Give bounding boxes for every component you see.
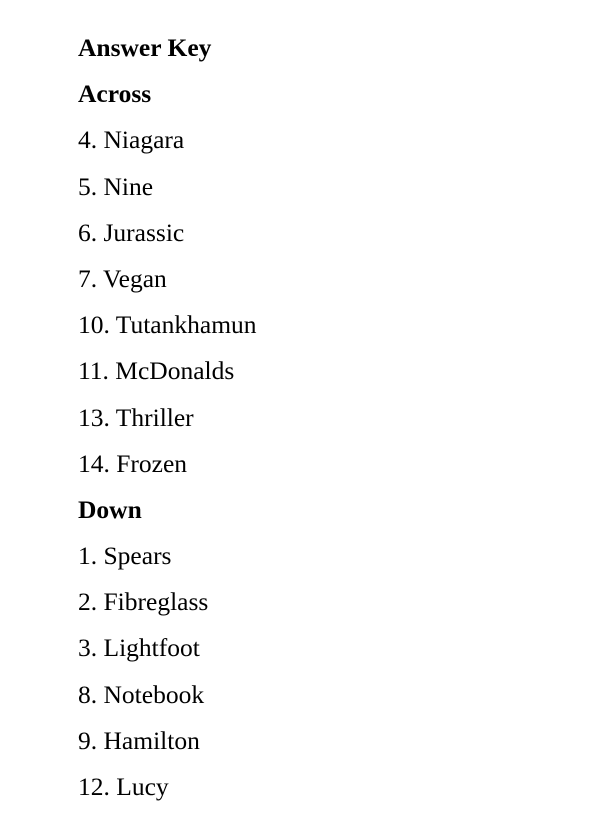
- answer-entry: 6. Jurassic: [78, 217, 185, 247]
- answer-entry: 11. McDonalds: [78, 356, 235, 386]
- answer-entry: 5. Nine: [78, 171, 154, 201]
- answer-entry: 9. Hamilton: [78, 725, 200, 755]
- across-section: [78, 71, 582, 487]
- answer-entry: 14. Frozen: [78, 448, 188, 478]
- answer-entry: 10. Tutankhamun: [78, 310, 257, 340]
- answer-entry: 7. Vegan: [78, 263, 167, 293]
- answer-key-document: [78, 25, 582, 810]
- answer-entry: 4. Niagara: [78, 125, 185, 155]
- answer-entry: 13. Thriller: [78, 402, 194, 432]
- answer-entry: 1. Spears: [78, 541, 172, 571]
- down-section: [78, 487, 582, 810]
- page-title: Answer Key: [78, 33, 212, 62]
- answer-entry: 12. Lucy: [78, 772, 169, 801]
- section-heading-down: Down: [78, 494, 142, 524]
- answer-entry: 2. Fibreglass: [78, 587, 209, 617]
- answer-entry: 8. Notebook: [78, 679, 205, 709]
- answer-entry: 3. Lightfoot: [78, 633, 200, 663]
- section-heading-across: Across: [78, 79, 152, 109]
